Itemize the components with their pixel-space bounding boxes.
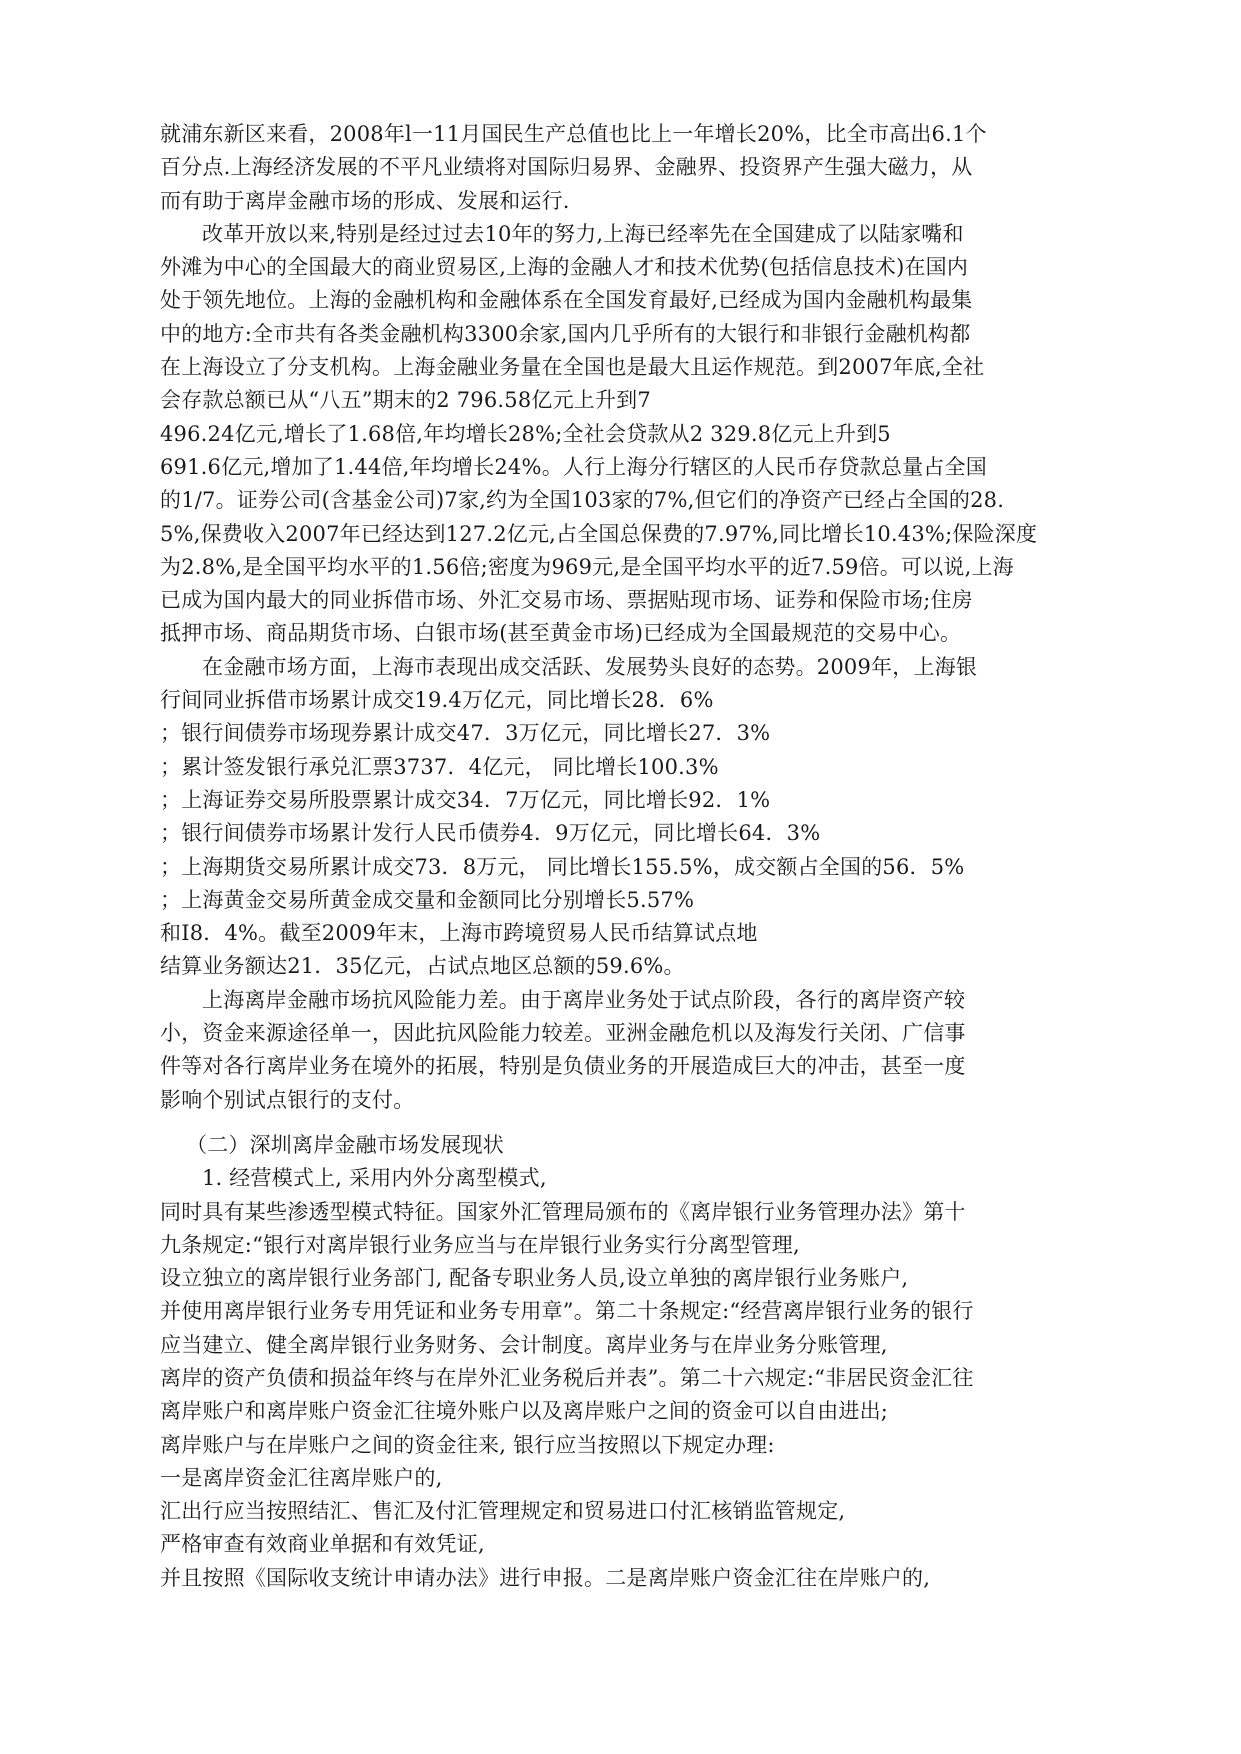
paragraph <box>160 118 1100 218</box>
text-line: ；上海证券交易所股票累计成交34．7万亿元，同比增长92．1% <box>160 787 771 812</box>
text-line: ；银行间债券市场现券累计成交47．3万亿元，同比增长27．3% <box>160 721 771 746</box>
text-line: 改革开放以来,特别是经过过去10年的努力,上海已经率先在全国建成了以陆家嘴和 <box>202 221 964 246</box>
text-line: ；上海黄金交易所黄金成交量和金额同比分别增长5.57% <box>160 887 695 912</box>
text-line: 为2.8%,是全国平均水平的1.56倍;密度为969元,是全国平均水平的近7.59倍。可以说,上海 <box>160 554 1014 579</box>
text-line: 外滩为中心的全国最大的商业贸易区,上海的金融人才和技术优势(包括信息技术)在国内 <box>160 255 969 280</box>
text-line: 件等对各行离岸业务在境外的拓展，特别是负债业务的开展造成巨大的冲击，甚至一度 <box>160 1054 966 1079</box>
text-line: 严格审查有效商业单据和有效凭证, <box>160 1532 485 1557</box>
document-page <box>160 118 1100 1595</box>
text-line: 5%,保费收入2007年已经达到127.2亿元,占全国总保费的7.97%,同比增长10.43%;保险深度 <box>160 521 1038 546</box>
text-line: 离岸账户和离岸账户资金汇往境外账户以及离岸账户之间的资金可以自由进出; <box>160 1399 889 1424</box>
text-line: 离岸账户与在岸账户之间的资金往来, 银行应当按照以下规定办理: <box>160 1432 775 1457</box>
text-line: 中的地方:全市共有各类金融机构3300余家,国内几乎所有的大银行和非银行金融机构都 <box>160 321 971 346</box>
text-line: 并且按照《国际收支统计申请办法》进行申报。二是离岸账户资金汇往在岸账户的, <box>160 1565 931 1590</box>
text-line: 会存款总额已从“八五”期末的2 796.58亿元上升到7 <box>160 388 651 413</box>
paragraph <box>160 984 1100 1117</box>
text-line: 百分点.上海经济发展的不平凡业绩将对国际归易界、金融界、投资界产生强大磁力，从 <box>160 155 973 180</box>
text-line: 496.24亿元,增长了1.68倍,年均增长28%;全社会贷款从2 329.8亿元上升到5 <box>160 421 891 446</box>
text-line: 并使用离岸银行业务专用凭证和业务专用章”。第二十条规定:“经营离岸银行业务的银行 <box>160 1299 974 1324</box>
text-line: 行间同业拆借市场累计成交19.4万亿元，同比增长28．6% <box>160 688 714 713</box>
text-line: 1. 经营模式上, 采用内外分离型模式, <box>202 1166 547 1191</box>
text-line: ；银行间债券市场累计发行人民币债券4．9万亿元，同比增长64．3% <box>160 821 821 846</box>
text-line: 应当建立、健全离岸银行业务财务、会计制度。离岸业务与在岸业务分账管理, <box>160 1332 888 1357</box>
text-line: 汇出行应当按照结汇、售汇及付汇管理规定和贸易进口付汇核销监管规定, <box>160 1499 846 1524</box>
text-line: 处于领先地位。上海的金融机构和金融体系在全国发育最好,已经成为国内金融机构最集 <box>160 288 973 313</box>
text-line: 离岸的资产负债和损益年终与在岸外汇业务税后并表”。第二十六规定:“非居民资金汇往 <box>160 1365 974 1390</box>
paragraph <box>160 651 1100 984</box>
text-line: 九条规定:“银行对离岸银行业务应当与在岸银行业务实行分离型管理, <box>160 1232 800 1257</box>
text-line: ；上海期货交易所累计成交73．8万元， 同比增长155.5%，成交额占全国的56．5% <box>160 854 965 879</box>
text-line: 691.6亿元,增加了1.44倍,年均增长24%。人行上海分行辖区的人民币存贷款总量占全国 <box>160 454 987 479</box>
text-line: ；累计签发银行承兑汇票3737．4亿元， 同比增长100.3% <box>160 754 719 779</box>
text-line: 和I8．4%。截至2009年末，上海市跨境贸易人民币结算试点地 <box>160 921 758 946</box>
text-line: 在上海设立了分支机构。上海金融业务量在全国也是最大且运作规范。到2007年底,全社 <box>160 355 985 380</box>
text-line: 同时具有某些渗透型模式特征。国家外汇管理局颁布的《离岸银行业务管理办法》第十 <box>160 1199 966 1224</box>
section-body <box>160 1162 1100 1595</box>
text-line: 就浦东新区来看，2008年l一11月国民生产总值也比上一年增长20%，比全市高出6.1个 <box>160 122 987 146</box>
text-line: 抵押市场、商品期货市场、白银市场(甚至黄金市场)已经成为全国最规范的交易中心。 <box>160 621 962 646</box>
paragraph <box>160 218 1100 651</box>
text-line: 一是离岸资金汇往离岸账户的, <box>160 1465 443 1490</box>
text-line: 已成为国内最大的同业拆借市场、外汇交易市场、票据贴现市场、证券和保险市场;住房 <box>160 588 973 613</box>
text-line: 的1/7。证券公司(含基金公司)7家,约为全国103家的7%,但它们的净资产已经占全国的28. <box>160 488 1005 513</box>
body-text <box>160 118 1100 1117</box>
text-line: 设立独立的离岸银行业务部门, 配备专职业务人员,设立单独的离岸银行业务账户, <box>160 1266 909 1291</box>
text-line: 在金融市场方面，上海市表现出成交活跃、发展势头良好的态势。2009年，上海银 <box>202 654 978 679</box>
text-line: 影响个别试点银行的支付。 <box>160 1087 415 1112</box>
text-line: 小，资金来源途径单一，因此抗风险能力较差。亚洲金融危机以及海发行关闭、广信事 <box>160 1021 966 1046</box>
text-line: 上海离岸金融市场抗风险能力差。由于离岸业务处于试点阶段，各行的离岸资产较 <box>202 987 966 1012</box>
section-heading: （二）深圳离岸金融市场发展现状 <box>186 1132 504 1157</box>
text-line: 结算业务额达21．35亿元，占试点地区总额的59.6%。 <box>160 954 685 979</box>
text-line: 而有助于离岸金融市场的形成、发展和运行. <box>160 188 570 213</box>
